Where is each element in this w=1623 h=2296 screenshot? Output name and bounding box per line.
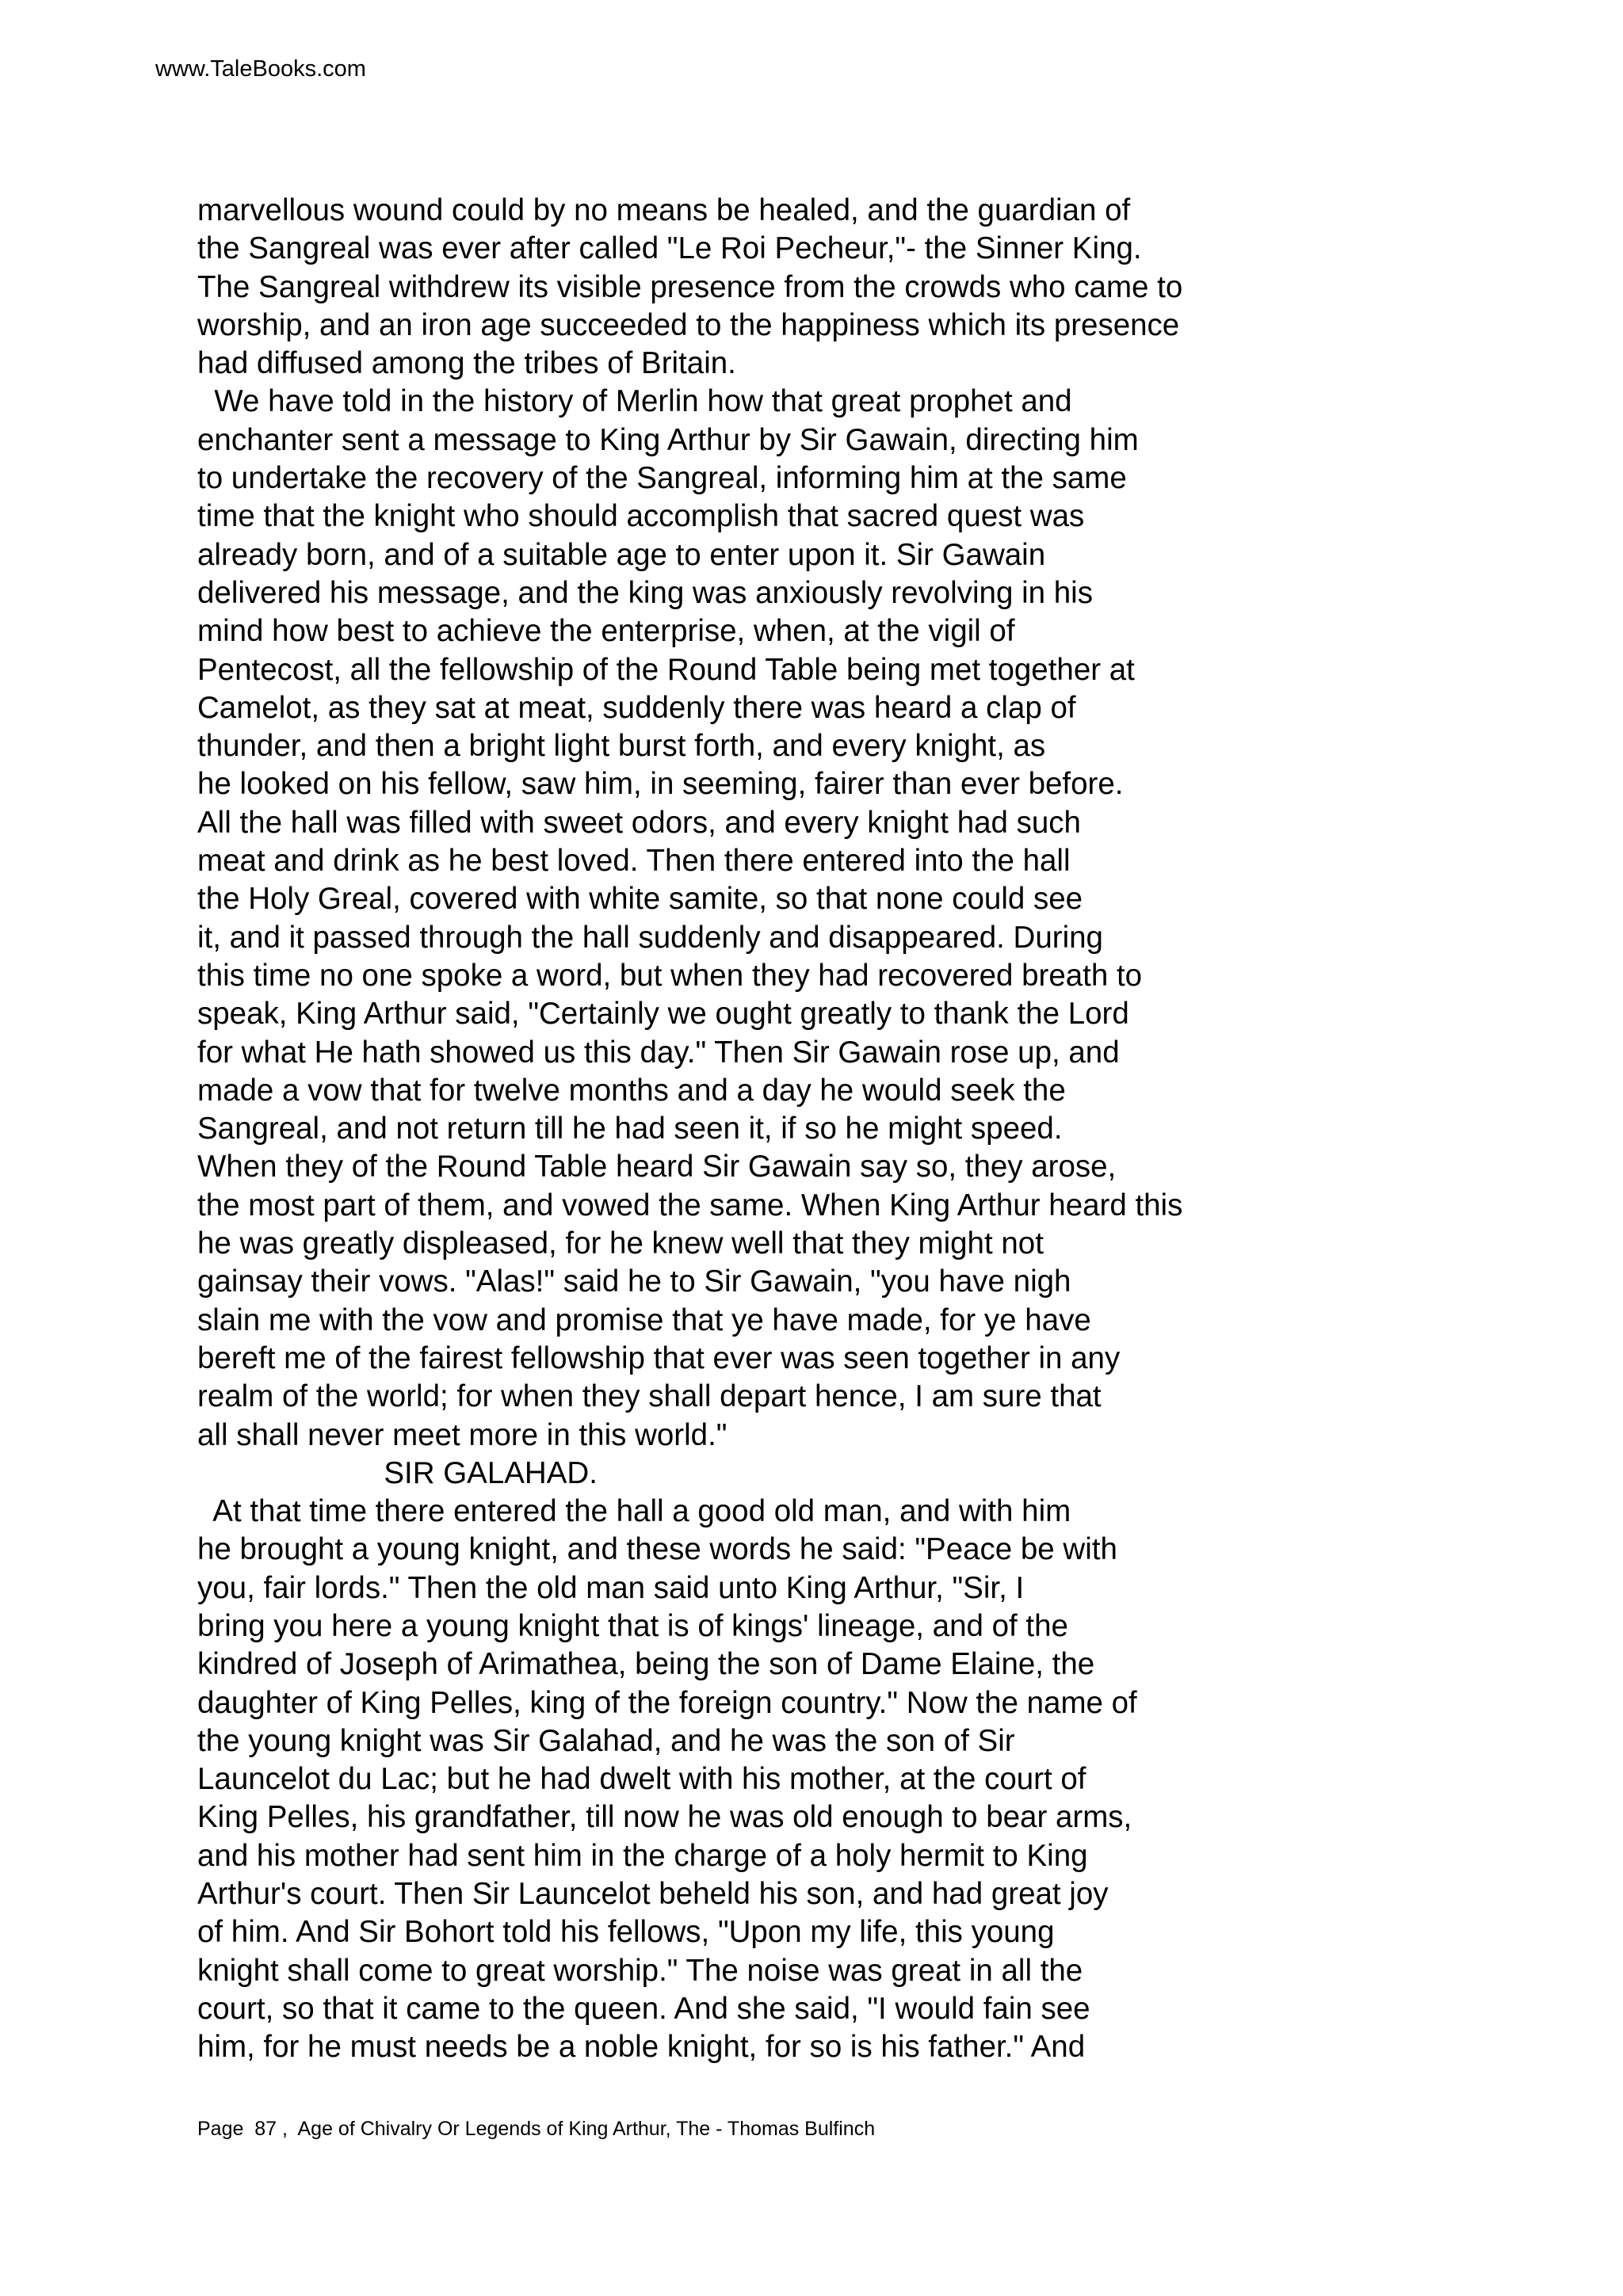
text-line: daughter of King Pelles, king of the foreign country." Now the name of (197, 1685, 1137, 1720)
text-line: All the hall was filled with sweet odors, and every knight had such (197, 805, 1081, 840)
text-line: court, so that it came to the queen. And she said, "I would fain see (197, 1991, 1090, 2026)
text-line: him, for he must needs be a noble knight, for so is his father." And (197, 2030, 1086, 2065)
text-line: Pentecost, all the fellowship of the Round Table being met together at (197, 652, 1135, 687)
text-line: The Sangreal withdrew its visible presence from the crowds who came to (197, 269, 1183, 304)
text-line: you, fair lords." Then the old man said unto King Arthur, "Sir, I (197, 1570, 1025, 1605)
section-heading: SIR GALAHAD. (197, 1455, 598, 1490)
text-line: We have told in the history of Merlin how that great prophet and (197, 384, 1072, 419)
body-text (197, 192, 1545, 2067)
text-line: worship, and an iron age succeeded to the happiness which its presence (197, 307, 1180, 342)
text-line: he looked on his fellow, saw him, in seeming, fairer than ever before. (197, 767, 1124, 802)
text-line: it, and it passed through the hall suddenly and disappeared. During (197, 920, 1103, 955)
text-line: all shall never meet more in this world." (197, 1417, 727, 1452)
text-line: the most part of them, and vowed the same. When King Arthur heard this (197, 1188, 1183, 1222)
text-line: meat and drink as he best loved. Then there entered into the hall (197, 844, 1071, 879)
text-line: kindred of Joseph of Arimathea, being the son of Dame Elaine, the (197, 1647, 1095, 1682)
text-line: slain me with the vow and promise that ye have made, for ye have (197, 1302, 1091, 1337)
text-line: delivered his message, and the king was anxiously revolving in his (197, 575, 1093, 610)
text-line: the young knight was Sir Galahad, and he was the son of Sir (197, 1723, 1015, 1758)
text-line: bereft me of the fairest fellowship that ever was seen together in any (197, 1341, 1121, 1375)
text-line: mind how best to achieve the enterprise, when, at the vigil of (197, 614, 1015, 649)
text-line: Arthur's court. Then Sir Launcelot beheld his son, and had great joy (197, 1877, 1109, 1912)
text-line: to undertake the recovery of the Sangreal, informing him at the same (197, 461, 1127, 496)
site-url: www.TaleBooks.com (155, 56, 366, 82)
text-line: had diffused among the tribes of Britain. (197, 346, 736, 381)
text-line: he was greatly displeased, for he knew well that they might not (197, 1226, 1044, 1261)
text-line: marvellous wound could by no means be healed, and the guardian of (197, 193, 1131, 227)
text-line: Camelot, as they sat at meat, suddenly there was heard a clap of (197, 690, 1076, 725)
text-line: Sangreal, and not return till he had seen it, if so he might speed. (197, 1112, 1063, 1146)
text-line: gainsay their vows. "Alas!" said he to Sir Gawain, "you have nigh (197, 1264, 1071, 1299)
text-line: time that the knight who should accomplish that sacred quest was (197, 499, 1085, 534)
text-line: enchanter sent a message to King Arthur by Sir Gawain, directing him (197, 422, 1139, 457)
text-line: for what He hath showed us this day." Then Sir Gawain rose up, and (197, 1035, 1120, 1070)
text-line: speak, King Arthur said, "Certainly we ought greatly to thank the Lord (197, 997, 1129, 1032)
text-line: the Sangreal was ever after called "Le Roi Pecheur,"- the Sinner King. (197, 231, 1142, 266)
page-footer: Page 87 , Age of Chivalry Or Legends of King Arthur, The - Thomas Bulfinch (197, 2118, 876, 2140)
text-line: he brought a young knight, and these words he said: "Peace be with (197, 1532, 1117, 1567)
text-line: At that time there entered the hall a good old man, and with him (197, 1494, 1071, 1529)
text-line: When they of the Round Table heard Sir Gawain say so, they arose, (197, 1150, 1117, 1184)
text-line: made a vow that for twelve months and a day he would seek the (197, 1073, 1066, 1108)
text-line: thunder, and then a bright light burst forth, and every knight, as (197, 729, 1046, 764)
text-line: bring you here a young knight that is of kings' lineage, and of the (197, 1608, 1068, 1643)
text-line: Launcelot du Lac; but he had dwelt with his mother, at the court of (197, 1762, 1086, 1797)
text-line: and his mother had sent him in the charge of a holy hermit to King (197, 1838, 1088, 1873)
text-line: already born, and of a suitable age to enter upon it. Sir Gawain (197, 537, 1046, 572)
text-line: knight shall come to great worship." The noise was great in all the (197, 1953, 1083, 1988)
text-line: of him. And Sir Bohort told his fellows, "Upon my life, this young (197, 1915, 1055, 1950)
text-line: this time no one spoke a word, but when they had recovered breath to (197, 958, 1143, 993)
text-line: realm of the world; for when they shall depart hence, I am sure that (197, 1379, 1102, 1414)
text-line: King Pelles, his grandfather, till now he was old enough to bear arms, (197, 1800, 1132, 1835)
text-line: the Holy Greal, covered with white samite, so that none could see (197, 882, 1083, 917)
